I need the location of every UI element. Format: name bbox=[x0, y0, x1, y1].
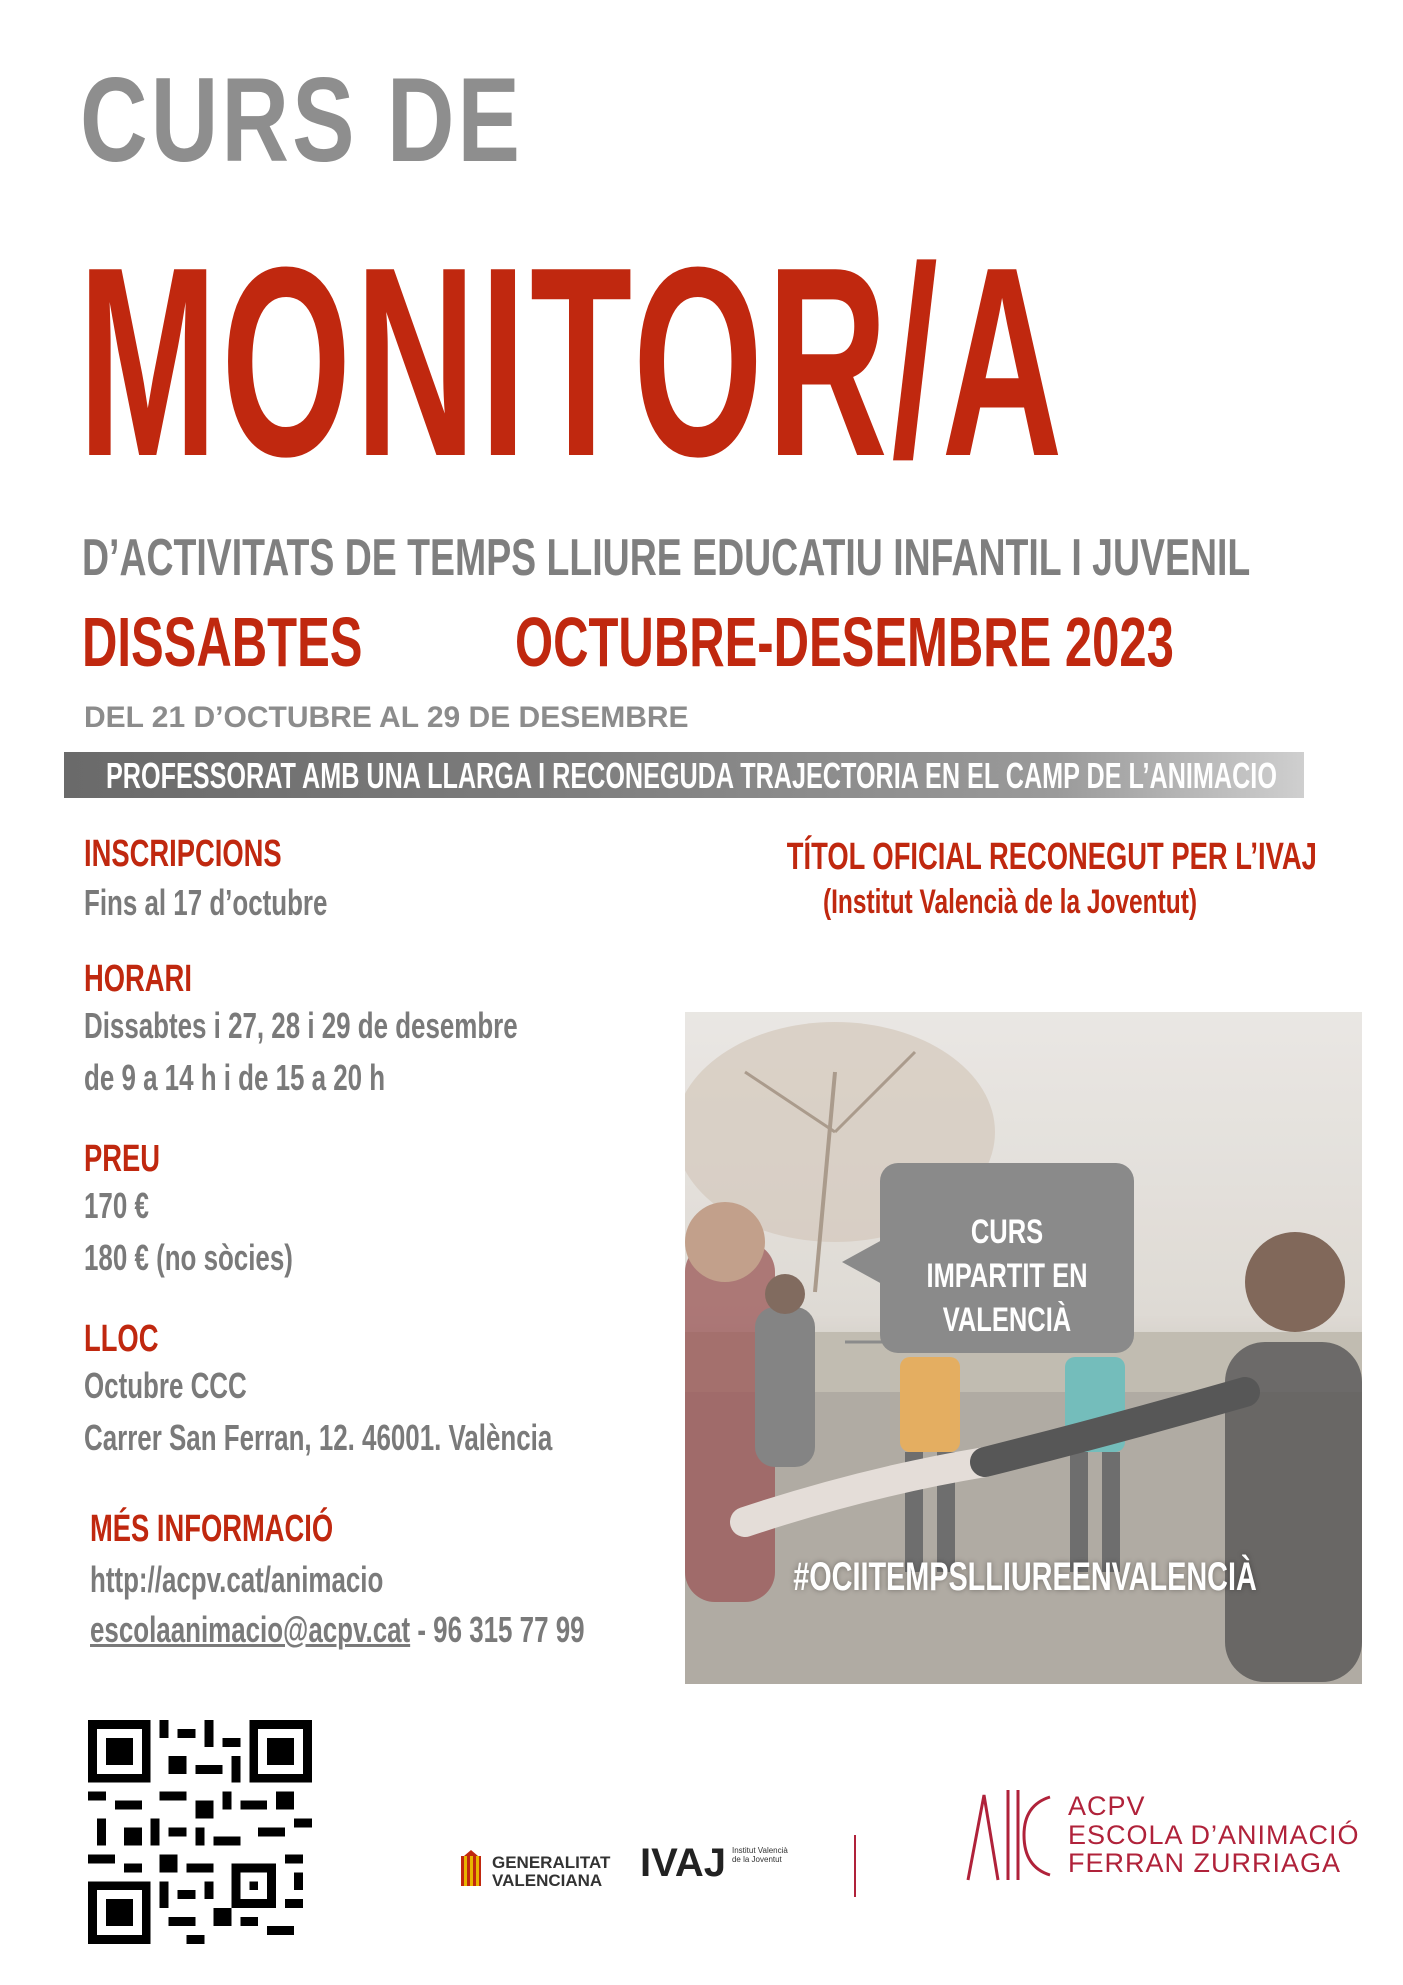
dates-days: DISSABTES bbox=[82, 603, 363, 681]
acpv-emblem-icon bbox=[964, 1785, 1054, 1885]
ivaj-logo bbox=[640, 1843, 856, 1897]
generalitat-line-1: GENERALITAT bbox=[492, 1853, 611, 1873]
horari-line-2: de 9 a 14 h i de 15 a 20 h bbox=[84, 1057, 386, 1098]
teachers-banner bbox=[64, 752, 1304, 798]
lloc-line-1: Octubre CCC bbox=[84, 1365, 247, 1406]
acpv-logo bbox=[964, 1785, 1360, 1885]
ivaj-small-1: Institut Valencià bbox=[731, 1846, 788, 1855]
mes-info-label: MÉS INFORMACIÓ bbox=[90, 1508, 334, 1550]
official-title-line-2: (Institut Valencià de la Joventut) bbox=[822, 883, 1198, 921]
official-title-line-1: TÍTOL OFICIAL RECONEGUT PER L’IVAJ bbox=[786, 836, 1317, 878]
generalitat-logo bbox=[458, 1850, 610, 1894]
dates-period: OCTUBRE-DESEMBRE 2023 bbox=[515, 603, 1174, 681]
lloc-line-2: Carrer San Ferran, 12. 46001. València bbox=[84, 1417, 553, 1458]
preu-line-2: 180 € (no sòcies) bbox=[84, 1237, 293, 1278]
preu-label: PREU bbox=[84, 1138, 161, 1180]
title-line-2: MONITOR/A bbox=[78, 212, 1067, 513]
logo-divider bbox=[854, 1835, 856, 1897]
ivaj-small-2: de la Joventut bbox=[731, 1854, 782, 1864]
acpv-line-2: ESCOLA D’ANIMACIÓ bbox=[1068, 1819, 1360, 1850]
dates-range: DEL 21 D’OCTUBRE AL 29 DE DESEMBRE bbox=[84, 701, 689, 734]
acpv-line-1: ACPV bbox=[1068, 1791, 1146, 1822]
inscripcions-value: Fins al 17 d’octubre bbox=[84, 882, 328, 923]
speech-bubble-tail bbox=[842, 1240, 882, 1284]
hashtag: #OCIITEMPSLLIUREENVALENCIÀ bbox=[793, 1555, 1257, 1599]
bubble-line-2: VALENCIÀ bbox=[942, 1301, 1072, 1340]
inscripcions-label: INSCRIPCIONS bbox=[84, 833, 282, 875]
contact-line bbox=[90, 1609, 585, 1650]
ivaj-wordmark: IVAJ bbox=[640, 1841, 726, 1885]
info-url-link[interactable]: http://acpv.cat/animacio bbox=[90, 1559, 384, 1600]
subtitle: D’ACTIVITATS DE TEMPS LLIURE EDUCATIU INFANTIL I JUVENIL bbox=[82, 529, 1251, 587]
acpv-line-3: FERRAN ZURRIAGA bbox=[1068, 1848, 1342, 1879]
title-line-1: CURS DE bbox=[80, 53, 524, 187]
generalitat-emblem-icon bbox=[458, 1850, 484, 1894]
bubble-line-1: CURS IMPARTIT EN bbox=[926, 1213, 1088, 1296]
email-link[interactable]: escolaanimacio@acpv.cat bbox=[90, 1609, 411, 1650]
speech-bubble-text bbox=[880, 1210, 1134, 1343]
preu-line-1: 170 € bbox=[84, 1185, 149, 1226]
teachers-banner-text: PROFESSORAT AMB UNA LLARGA I RECONEGUDA TRAJECTORIA EN EL CAMP DE L’ANIMACIO bbox=[106, 755, 1277, 796]
generalitat-line-2: VALENCIANA bbox=[492, 1871, 603, 1890]
horari-label: HORARI bbox=[84, 958, 192, 1000]
qr-code[interactable] bbox=[88, 1720, 312, 1944]
lloc-label: LLOC bbox=[84, 1318, 159, 1360]
horari-line-1: Dissabtes i 27, 28 i 29 de desembre bbox=[84, 1005, 518, 1046]
phone-number: - 96 315 77 99 bbox=[410, 1609, 585, 1650]
